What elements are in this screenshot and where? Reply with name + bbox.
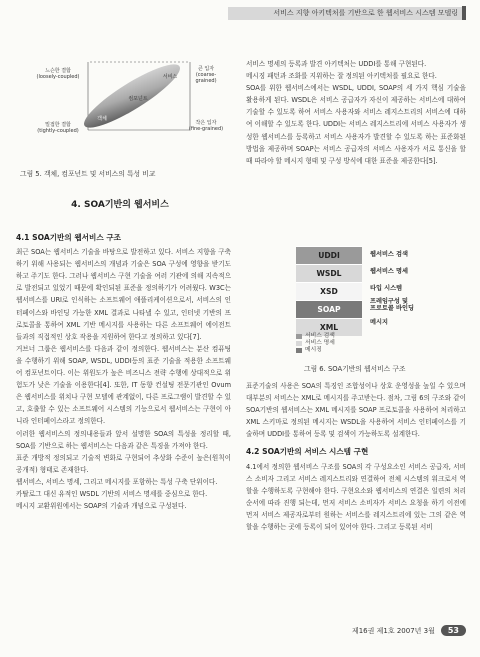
left-paragraph-7: 메시지 교환위원에서는 SOAP의 기술과 개념으로 구성된다. bbox=[16, 502, 187, 511]
right-paragraph-5: 4.1에서 정의한 웹서비스 구조를 SOA의 각 구성요소인 서비스 공급자, 서비스 소비자 그리고 서비스 레지스트리와 연결하여 전체 시스템의 워크로서 역할을 수행하도록 구현해야 한다. 구현요소와 웹서비스의 연결은 일련의 처리 순서에 따라 진행 되는데, 먼저 서비스 소비자가 서비스 요청을 하기 이전에 먼저 서비스 제공자로부터 원하는 서비스를 레지스트리에 있는 그의 같은 역할을 수행하는 곳에 등록이 되어 있어야 한다. 그리고 등록된 서비 bbox=[246, 462, 466, 532]
right-paragraph-1: 서비스 명세의 등록과 발견 아키텍처는 UDDI를 통해 구현된다. bbox=[246, 60, 427, 68]
stack-block-soap: SOAP bbox=[296, 300, 362, 318]
figure-6-caption: 그림 6. SOA기반의 웹서비스 구조 bbox=[304, 365, 406, 373]
stack-block-wsdl: WSDL bbox=[296, 264, 362, 282]
stack-side-label-uddi: 웹서비스 검색 bbox=[370, 251, 409, 258]
left-paragraph-2: 거브너 그룹은 웹서비스를 다음과 같이 정의한다. 웹서비스는 분산 컴퓨팅을 수행하기 위해 SOAP, WSDL, UDDI등의 표준 기술을 적용한 소프트웨어 컴포넌트이다. 이는 위원도가 높은 비즈니스 전략 수행에 상대적으로 위험도가 낮은 기술을 이용한다[4]. 또한, IT 동향 컨설팅 전문기관인 Ovum은 웹서비스를 위치나 구현 모델에 관계없이, 다른 프로그램이 발견할 수 있고, 호출할 수 있는 소프트웨어 시스템의 기능으로서 웹서비스는 구현이 아니라 인터페이스라고 정의한다. bbox=[16, 344, 231, 426]
stack-side-label-xml: 메시지 bbox=[370, 319, 388, 326]
left-paragraph-5: 웹서비스, 서비스 명세, 그리고 메시지를 포함하는 특성 구축 단위이다. bbox=[16, 477, 218, 486]
right-column-top bbox=[246, 58, 466, 167]
fig5-label-service: 서비스 bbox=[162, 74, 178, 80]
subsection-4-2-title: 4.2 SOA기반의 서비스 시스템 구현 bbox=[246, 447, 369, 457]
fig5-label-object: 객체 bbox=[97, 116, 107, 122]
fig5-label-loose: 느슨한 결합 (loosely-coupled) bbox=[36, 68, 80, 80]
page-number: 53 bbox=[441, 625, 466, 636]
legend-label-search: 서비스 검색 bbox=[305, 333, 335, 339]
legend-label-messaging: 메시징 bbox=[305, 347, 322, 353]
stack-block-xml: XML bbox=[296, 318, 362, 336]
right-column-bottom bbox=[246, 380, 466, 533]
legend-swatch-spec bbox=[296, 341, 302, 346]
footer-issue: 제16권 제1호 2007년 3월 bbox=[351, 626, 435, 635]
stack-block-uddi: UDDI bbox=[296, 246, 362, 264]
page-footer bbox=[352, 625, 466, 636]
right-paragraph-4: 표준기술의 사용은 SOA의 특징인 조합성이나 상호 운영성을 높일 수 있으며 대부분의 서비스는 XML로 메시지를 주고받는다. 점차, 그림 6의 구조와 같이 SOA기반의 웹서비스는 XML 메시지를 SOAP 프로토콜을 사용하여 처리하고 XML 스키마로 정의된 메시지는 WSDL을 사용하여 서비스 인터페이스를 기술하며 UDDI를 통하여 등록 및 검색이 가능하도록 설계한다. bbox=[246, 382, 466, 439]
stack-block-xsd: XSD bbox=[296, 282, 362, 300]
fig5-label-component: 컴포넌트 bbox=[128, 96, 148, 102]
figure-5 bbox=[30, 58, 224, 158]
figure-6-legend bbox=[296, 333, 335, 354]
left-paragraph-3: 이러한 웹서비스의 정의내용들과 앞서 설명한 SOA의 특성을 정리할 때, SOA를 기반으로 하는 웹서비스는 다음과 같은 특징을 가져야 한다. bbox=[16, 429, 231, 450]
fig5-label-fine: 작은 입자 (fine-grained) bbox=[188, 120, 224, 132]
legend-swatch-search bbox=[296, 334, 302, 339]
right-paragraph-3: SOA를 위한 웹서비스에서는 WSDL, UDDI, SOAP의 세 가지 핵심 기술을 활용하게 된다. WSDL은 서비스 공급자가 자신이 제공하는 서비스에 대하여 기술할 수 있도록 하여 서비스 사용자와 서비스 레지스트리의 서비스에 대하여 이해할 수 있도록 한다. UDDI는 서비스 레지스트리에 서비스 사용자가 생성한 웹서비스를 등록하고 서비스 사용자가 발견할 수 있도록 하는 표준화된 방법을 제공하며 SOAP는 서비스 공급자의 서비스 사용자가 서로 통신을 할 때 따라야 할 메시지 형태 및 구성 방식에 대한 표준을 제공한다[5]. bbox=[246, 84, 466, 165]
header-marker bbox=[462, 6, 466, 20]
right-paragraph-2: 메시징 패턴과 조화를 지위하는 잘 정의된 아키텍처를 필요로 한다. bbox=[246, 72, 437, 81]
figure-5-caption: 그림 5. 객체, 컴포넌트 및 서비스의 특성 비교 bbox=[20, 170, 156, 178]
figure-6-stack bbox=[296, 246, 362, 336]
fig5-label-tight: 밀접한 결합 (tightly-coupled) bbox=[37, 122, 79, 134]
legend-label-spec: 서비스 명세 bbox=[305, 340, 335, 346]
running-header-title: 서비스 지향 아키텍처를 기반으로 한 웹서비스 시스템 모델링 bbox=[273, 9, 458, 17]
left-column bbox=[16, 232, 231, 512]
legend-swatch-messaging bbox=[296, 348, 302, 353]
subsection-4-1-title: 4.1 SOA기반의 웹서비스 구조 bbox=[16, 233, 121, 242]
left-paragraph-6: 카탈로그 대신 유적인 WSDL 기반의 서비스 명세를 중심으로 한다. bbox=[16, 489, 208, 498]
left-paragraph-1: 최근 SOA는 웹서비스 기술을 바탕으로 발전하고 있다. 서비스 지향을 구축하기 위해 사용되는 웹서비스의 개념과 기술은 SOA 구성에 영향을 받기도 하고 주기도 한다. 그러나 웹서비스 구현 기술을 여러 기관에 의해 지속적으로 발전되고 있었기 때문에 확인되된 표준을 정의하기가 어려웠다. W3C는 웹서비스를 URI로 인식하는 소프트웨어 애플리케이션으로서, 서비스의 인터페이스와 바인딩 가능한 XML 결과로 나타낼 수 있고, 인터넷 기반의 프로토콜을 통하여 XML 기반 메시지를 사용하는 다른 소프트웨어 에이전트들과의 직접적인 상호 작용을 지원하여 한다고 정의하고 있다[7]. bbox=[16, 248, 231, 341]
section-title: 4. SOA기반의 웹서비스 bbox=[71, 200, 169, 210]
stack-side-label-wsdl: 웹서비스 명세 bbox=[370, 268, 409, 275]
stack-side-label-soap: 프레임구성 및 프로토콜 바인딩 bbox=[370, 298, 414, 312]
left-paragraph-4: 표준 개방적 정의되고 기술적 변화로 구현되어 추상화 수준이 높은(원칙이 공개적) 형태로 존재한다. bbox=[16, 453, 231, 474]
stack-side-label-xsd: 타입 시스템 bbox=[370, 285, 403, 292]
fig5-label-coarse: 큰 입자 (coarse-grained) bbox=[195, 66, 217, 84]
